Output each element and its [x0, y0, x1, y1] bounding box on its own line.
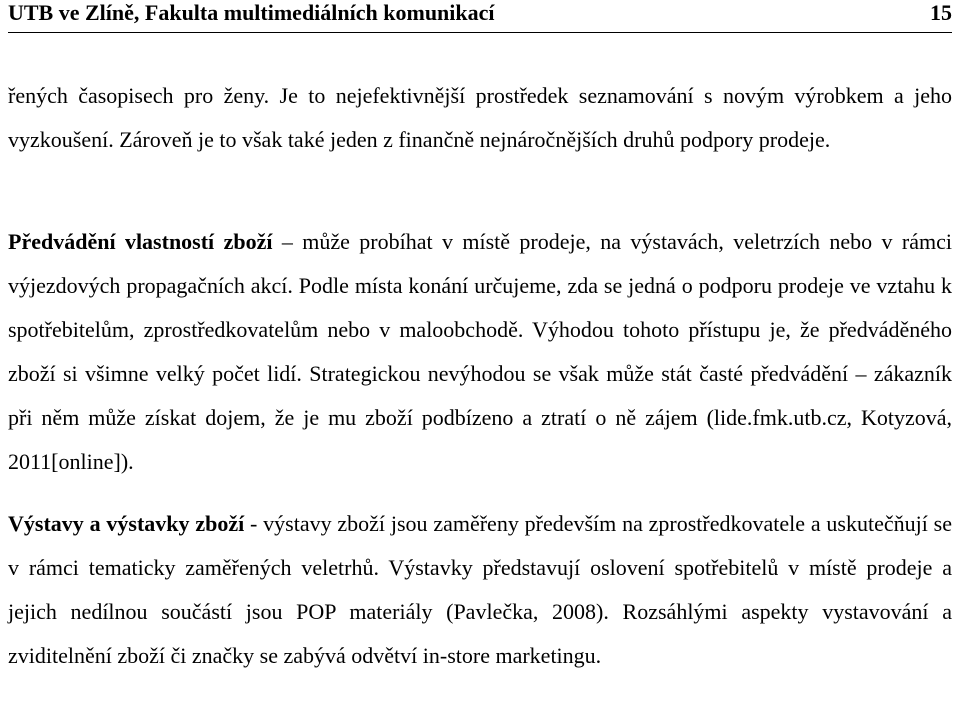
header-title: UTB ve Zlíně, Fakulta multimediálních komunikací	[8, 0, 495, 25]
paragraph-term: Výstavy a výstavky zboží	[8, 511, 245, 536]
paragraph-text: - výstavy zboží jsou zaměřeny především na zprostředkovatele a uskutečňují se v rámci tematicky zaměřených veletrhů. Výstavky představují oslovení spotřebitelů v místě prodeje a jejich nedílnou součástí jsou POP materiály (Pavlečka, 2008). Rozsáhlými aspekty vystavování a zviditelnění zboží či značky se zabývá odvětví in-store marketingu.	[8, 511, 952, 668]
paragraph-product-demonstration	[8, 220, 952, 484]
paragraph-term: Předvádění vlastností zboží	[8, 229, 273, 254]
paragraph-text: řených časopisech pro ženy. Je to nejefektivnější prostředek seznamování s novým výrobkem a jeho vyzkoušení. Zároveň je to však také jeden z finančně nejnáročnějších druhů podpory prodeje.	[8, 83, 952, 152]
header-divider	[8, 32, 952, 33]
page-header	[8, 0, 952, 30]
paragraph-exhibitions	[8, 502, 952, 678]
page-number: 15	[930, 0, 952, 25]
paragraph-text: – může probíhat v místě prodeje, na výstavách, veletrzích nebo v rámci výjezdových propagačních akcí. Podle místa konání určujeme, zda se jedná o podporu prodeje ve vztahu k spotřebitelům, zprostředkovatelům nebo v maloobchodě. Výhodou tohoto přístupu je, že předváděného zboží si všimne velký počet lidí. Strategickou nevýhodou se však může stát časté předvádění – zákazník při něm může získat dojem, že je mu zboží podbízeno a ztratí o ně zájem (lide.fmk.utb.cz, Kotyzová, 2011[online]).	[8, 229, 953, 474]
paragraph-intro	[8, 74, 952, 162]
